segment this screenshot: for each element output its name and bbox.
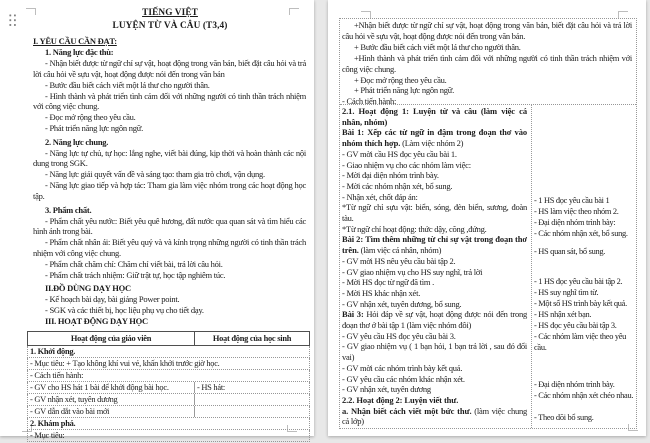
table-row: 1. Khởi động. bbox=[27, 346, 310, 358]
teacher-line: 2.2. Hoạt động 2: Luyện viết thư. bbox=[342, 394, 459, 405]
row-separator bbox=[340, 104, 636, 105]
student-line: - HS đọc yêu cầu bài tập 3. bbox=[534, 321, 617, 330]
body-paragraph: - Nhận biết được từ ngữ chỉ sự vật, hoạt động trong văn bản, biết đặt câu hỏi và trả lời câu hỏi về sựu vật, hoạt động được nói đến trong văn bản bbox=[33, 57, 306, 79]
page-right bbox=[328, 0, 646, 436]
teacher-line: - Mời đại diện nhóm trình bày. bbox=[342, 170, 439, 181]
teacher-line: - GV yêu cầu HS đọc yêu cầu bài 3. bbox=[342, 330, 456, 341]
teacher-line: - GV nhận xét, tuyên dương, bổ sung. bbox=[342, 298, 462, 309]
doc-title bbox=[33, 7, 307, 32]
teacher-cell: - GV dẫn dắt vào bài mới bbox=[28, 406, 195, 417]
margin-mark-top-right bbox=[618, 11, 628, 18]
student-cell bbox=[195, 406, 309, 417]
teacher-line: - GV mời HS nêu yêu cầu bài tập 2. bbox=[342, 255, 456, 266]
col-header-teacher: Hoạt động của giáo viên bbox=[28, 332, 195, 345]
student-line: - HS làm việc theo nhóm 2. bbox=[534, 207, 619, 216]
student-line: - HS quan sát, bổ sung. bbox=[534, 247, 606, 256]
table-row: - Cách tiến hành: bbox=[27, 370, 310, 382]
drag-handle-icon[interactable] bbox=[8, 13, 18, 27]
body-paragraph: - Đọc mở rộng theo yêu cầu. bbox=[45, 112, 136, 123]
doc-title-line2: LUYỆN TỪ VÀ CÂU (T3,4) bbox=[112, 20, 228, 31]
body-paragraph: III. HOẠT ĐỘNG DẠY HỌC bbox=[45, 316, 148, 327]
col-header-student: Hoạt động của học sinh bbox=[212, 333, 292, 343]
body-paragraph: - Phẩm chất nhân ái: Biết yêu quý và và kính trọng những người có tinh thần trách nhiệm với công việc chung. bbox=[33, 237, 306, 259]
objective-line: + Bước đầu biết cách viết một lá thư cho người thân. bbox=[354, 41, 521, 52]
column-divider bbox=[531, 104, 532, 428]
body-paragraph: - Phẩm chất trách nhiệm: Giữ trật tự, học tập nghiêm túc. bbox=[45, 270, 226, 281]
body-paragraph: - Hình thành và phát triển tình cảm đối với những người có tinh thần trách nhiệm với công việc chung. bbox=[33, 90, 306, 112]
body-paragraph: 2. Năng lực chung. bbox=[45, 136, 109, 147]
student-line: - HS suy nghĩ tìm từ. bbox=[534, 288, 599, 297]
teacher-line: - Nhận xét, chốt đáp án: bbox=[342, 191, 418, 202]
margin-mark-top-left bbox=[361, 11, 371, 18]
student-cell bbox=[195, 394, 309, 405]
body-paragraph: I. YÊU CẦU CẦN ĐẠT: bbox=[33, 36, 117, 46]
student-line: - Các nhóm nhận xét, bổ sung. bbox=[534, 229, 628, 238]
student-line: - 1 HS đọc yêu cầu bài tập 2. bbox=[534, 277, 623, 286]
teacher-line: - GV giao nhiệm vụ ( 1 bạn hỏi, 1 bạn trả lời , sau đó đổi vai) bbox=[342, 341, 527, 363]
teacher-line: - Mời HS khác nhận xét. bbox=[342, 287, 421, 298]
teacher-line: - GV giao nhiệm vụ cho HS suy nghĩ, trả lời bbox=[342, 266, 483, 277]
teacher-activity-column bbox=[342, 106, 527, 427]
teacher-line: a. Nhận biết cách viết một bức thư. (làm việc chung cả lớp) bbox=[342, 405, 527, 427]
student-line: - Các nhóm làm việc theo yêu cầu. bbox=[534, 332, 627, 352]
objectives-cell bbox=[342, 20, 632, 107]
body-paragraph: - Phẩm chất chăm chỉ: Chăm chỉ viết bài, trả lời câu hỏi. bbox=[45, 259, 223, 270]
student-line: - Các nhóm nhận xét chéo nhau. bbox=[534, 391, 634, 400]
lesson-requirements-section bbox=[33, 36, 306, 327]
body-paragraph: - Phẩm chất yêu nước: Biết yêu quê hương, đất nước qua quan sát và tìm hiểu các hình ảnh trong bài. bbox=[33, 215, 306, 237]
objective-line: - Cách tiến hành: bbox=[342, 96, 397, 107]
student-line: - Một số HS trình bày kết quả. bbox=[534, 299, 627, 308]
student-line: - 1 HS đọc yêu cầu bài 1 bbox=[534, 196, 610, 205]
table-row bbox=[27, 382, 310, 394]
teacher-cell: - GV cho HS hát 1 bài để khởi động bài học. bbox=[28, 382, 195, 393]
teacher-line: - Mời HS đọc từ ngữ đã tìm . bbox=[342, 277, 434, 288]
teacher-line: - GV mời các nhóm trình bày kết quả. bbox=[342, 362, 463, 373]
table-row bbox=[27, 406, 310, 418]
table-header-row bbox=[27, 332, 310, 346]
objective-line: +Hình thành và phát triển tình cảm đối với những người có tinh thần trách nhiệm với công việc chung. bbox=[342, 52, 632, 74]
table-row bbox=[27, 394, 310, 406]
teacher-line: - GV mời cầu HS đọc yêu cầu bài 1. bbox=[342, 148, 457, 159]
body-paragraph: - Phát triển năng lực ngôn ngữ. bbox=[45, 123, 144, 134]
body-paragraph: 1. Năng lực đặc thù: bbox=[45, 46, 114, 57]
student-line: - Đại diện nhóm trình bày: bbox=[534, 218, 616, 227]
body-paragraph: II.ĐỒ DÙNG DẠY HỌC bbox=[45, 283, 131, 294]
teacher-line: - Mời các nhóm nhận xét, bổ sung. bbox=[342, 180, 453, 191]
table-row: 2. Khám phá. bbox=[27, 418, 310, 430]
student-line: - HS nhận xét bạn. bbox=[534, 310, 592, 319]
student-line: - Theo dõi bổ sung. bbox=[534, 413, 594, 422]
body-paragraph: 3. Phẩm chất. bbox=[45, 204, 92, 215]
doc-title-line1: TIẾNG VIỆT bbox=[142, 8, 198, 18]
student-cell: - HS hát: bbox=[197, 382, 225, 392]
table-row: - Mục tiêu: bbox=[27, 430, 310, 442]
teacher-line: 2.1. Hoạt động 1: Luyện từ và câu (làm việc cá nhân, nhóm) bbox=[342, 106, 527, 127]
teacher-cell: - GV nhận xét, tuyên dương bbox=[28, 394, 195, 405]
teacher-line: - Giao nhiệm vụ cho các nhóm làm việc: bbox=[342, 159, 471, 170]
body-paragraph: - Bước đầu biết cách viết một lá thư cho người thân. bbox=[45, 79, 210, 90]
objective-line: + Phát triển năng lực ngôn ngữ. bbox=[354, 85, 454, 96]
objective-line: +Nhận biết được từ ngữ chỉ sự vật, hoạt động trong văn bản, biết đặt câu hỏi và trả lời câu hỏi về sựu vật, hoạt động được nói đến trong văn bản. bbox=[342, 20, 632, 41]
body-paragraph: - Năng lực giao tiếp và hợp tác: Tham gia làm việc nhóm trong các hoạt động học tập. bbox=[33, 180, 306, 202]
page-left bbox=[0, 0, 314, 440]
teacher-line: *Từ ngữ chỉ sựu vật: biển, sóng, đèn biển, sương, đoàn tàu. bbox=[342, 202, 527, 224]
body-paragraph: - Kế hoạch bài dạy, bài giảng Power point. bbox=[45, 294, 180, 305]
teacher-line: - GV yêu cầu các nhóm khác nhận xét. bbox=[342, 373, 465, 384]
teacher-line: *Từ ngữ chỉ hoạt động: thức dậy, cõng ,đứng. bbox=[342, 223, 487, 234]
objective-line: + Đọc mở rộng theo yêu cầu. bbox=[354, 74, 447, 85]
teacher-line: - GV nhận xét, tuyên dương bbox=[342, 384, 431, 395]
student-line: - Đại diện nhóm trình bày. bbox=[534, 380, 615, 389]
body-paragraph: - Năng lực tự chủ, tự học: lắng nghe, viết bài đúng, kịp thời và hoàn thành các nội dung trong SGK. bbox=[33, 147, 306, 169]
table-row: - Mục tiêu: + Tạo không khí vui vẻ, khấn khởi trước giờ học. bbox=[27, 358, 310, 370]
activity-table bbox=[27, 331, 310, 442]
teacher-line: Bài 1: Xếp các từ ngữ in đậm trong đoạn thơ vào nhóm thích hợp. (Làm việc nhóm 2) bbox=[342, 127, 527, 149]
body-paragraph: - Năng lực giải quyết vấn đề và sáng tạo: tham gia trò chơi, vận dụng. bbox=[45, 169, 265, 180]
body-paragraph: - SGK và các thiết bị, học liệu phụ vụ cho tiết dạy. bbox=[45, 305, 204, 316]
teacher-line: Bài 3: Hỏi đáp về sự vật, hoạt động được nói đến trong đoạn thơ ở bài tập 1 (làm việc nhóm đôi) bbox=[342, 309, 527, 331]
teacher-line: Bài 2: Tìm thêm những từ chỉ sự vật trong đoạn thơ trên. (làm việc cá nhân, nhóm) bbox=[342, 234, 527, 256]
